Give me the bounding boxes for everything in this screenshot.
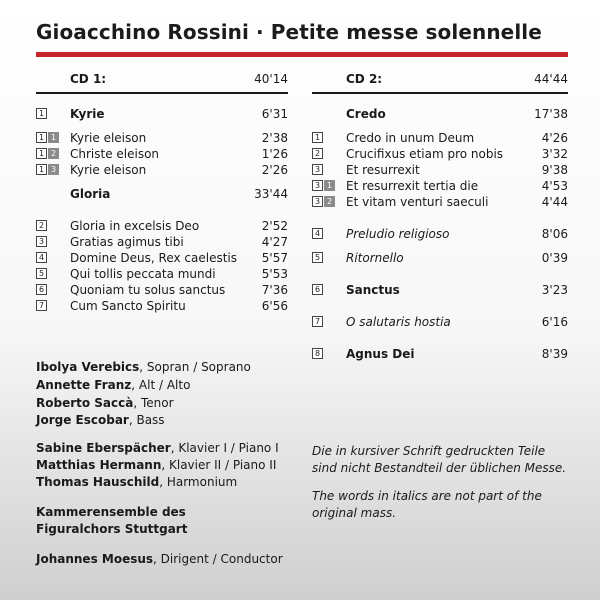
- track-number-badge: [312, 164, 324, 175]
- track-number: 6: [36, 284, 47, 295]
- track-number-badge: [36, 164, 60, 175]
- track-time: 4'26: [541, 131, 568, 145]
- track-row: [36, 106, 288, 122]
- track-row: [312, 178, 568, 194]
- performer-name: Jorge Escobar: [36, 413, 129, 427]
- track-number: 3: [312, 164, 323, 175]
- track-time: 4'44: [541, 195, 568, 209]
- performer-line: [36, 395, 174, 412]
- performer-role: , Dirigent / Conductor: [153, 552, 283, 566]
- track-row: [36, 298, 288, 314]
- cd1-header-rule: [36, 92, 288, 94]
- track-number: 7: [312, 316, 323, 327]
- track-title: Kyrie eleison: [70, 131, 147, 145]
- cd1-column: [36, 72, 288, 313]
- track-row: [312, 162, 568, 178]
- track-number: 8: [312, 348, 323, 359]
- track-number-badge: [36, 252, 48, 263]
- track-number-badge: [312, 348, 324, 359]
- subtrack-number: 1: [324, 180, 335, 191]
- subtrack-number: 2: [324, 196, 335, 207]
- track-title: Agnus Dei: [346, 347, 415, 361]
- track-number-badge: [312, 228, 324, 239]
- track-title: Preludio religioso: [346, 227, 450, 241]
- track-time: 7'36: [261, 283, 288, 297]
- track-row: [312, 106, 568, 122]
- track-row: [312, 346, 568, 362]
- performer-role: , Klavier I / Piano I: [170, 441, 279, 455]
- performer-name: Matthias Hermann: [36, 458, 162, 472]
- track-number: 1: [312, 132, 323, 143]
- track-time: 5'53: [261, 267, 288, 281]
- track-row: [312, 314, 568, 330]
- track-row: [312, 250, 568, 266]
- track-number-badge: [36, 268, 48, 279]
- performer-role: , Klavier II / Piano II: [161, 458, 277, 472]
- track-number-badge: [36, 132, 60, 143]
- cd2-header-rule: [312, 92, 568, 94]
- track-number: 3: [36, 236, 47, 247]
- track-number-badge: [312, 252, 324, 263]
- track-title: Et resurrexit: [346, 163, 420, 177]
- performer-name: Annette Franz: [36, 378, 132, 392]
- performer-name: Sabine Eberspächer: [36, 441, 171, 455]
- cd2-total-time: 44'44: [534, 72, 568, 86]
- track-title: O salutaris hostia: [346, 315, 451, 329]
- performer-name: Thomas Hauschild: [36, 475, 160, 489]
- track-title: Ritornello: [346, 251, 404, 265]
- performer-line: [36, 504, 186, 521]
- track-number-badge: [312, 196, 336, 207]
- track-row: [36, 186, 288, 202]
- subtrack-number: 3: [48, 164, 59, 175]
- track-title: Kyrie: [70, 107, 105, 121]
- track-number-badge: [36, 284, 48, 295]
- track-time: 6'16: [541, 315, 568, 329]
- track-time: 6'56: [261, 299, 288, 313]
- performer-role: , Tenor: [133, 396, 174, 410]
- performer-name: Figuralchors Stuttgart: [36, 522, 188, 536]
- performer-line: [36, 440, 279, 457]
- track-number-badge: [36, 220, 48, 231]
- track-number: 7: [36, 300, 47, 311]
- track-number-badge: [36, 300, 48, 311]
- track-title: Crucifixus etiam pro nobis: [346, 147, 504, 161]
- track-number-badge: [312, 284, 324, 295]
- track-number: 2: [312, 148, 323, 159]
- track-number-badge: [312, 148, 324, 159]
- track-row: [312, 130, 568, 146]
- track-title: Quoniam tu solus sanctus: [70, 283, 226, 297]
- track-title: Gloria: [70, 187, 111, 201]
- track-number: 2: [36, 220, 47, 231]
- track-number-badge: [312, 132, 324, 143]
- performer-line: [36, 412, 165, 429]
- track-time: 4'27: [261, 235, 288, 249]
- performer-role: , Harmonium: [159, 475, 238, 489]
- track-number: 1: [36, 132, 47, 143]
- performer-line: [36, 377, 190, 394]
- track-number: 3: [312, 196, 323, 207]
- cd2-label: CD 2:: [346, 72, 383, 86]
- track-row: [36, 234, 288, 250]
- cd1-total-time: 40'14: [254, 72, 288, 86]
- track-time: 3'23: [541, 283, 568, 297]
- performer-role: , Sopran / Soprano: [139, 360, 251, 374]
- track-title: Credo: [346, 107, 386, 121]
- track-time: 8'06: [541, 227, 568, 241]
- track-row: [312, 226, 568, 242]
- track-title: Qui tollis peccata mundi: [70, 267, 216, 281]
- cd1-label: CD 1:: [70, 72, 107, 86]
- performer-name: Roberto Saccà: [36, 396, 134, 410]
- performer-line: [36, 474, 237, 491]
- cd1-header: [36, 72, 288, 88]
- performer-name: Kammerensemble des: [36, 505, 186, 519]
- performer-line: [36, 359, 251, 376]
- track-number-badge: [36, 108, 48, 119]
- track-number: 6: [312, 284, 323, 295]
- track-title: Gloria in excelsis Deo: [70, 219, 200, 233]
- track-number: 5: [36, 268, 47, 279]
- album-title: Gioacchino Rossini · Petite messe solennelle: [36, 20, 542, 44]
- track-time: 1'26: [261, 147, 288, 161]
- track-number: 1: [36, 108, 47, 119]
- track-number-badge: [36, 148, 60, 159]
- track-time: 2'26: [261, 163, 288, 177]
- track-number-badge: [312, 316, 324, 327]
- cd2-header: [312, 72, 568, 88]
- track-row: [36, 250, 288, 266]
- track-title: Credo in unum Deum: [346, 131, 475, 145]
- track-number-badge: [312, 180, 336, 191]
- track-title: Cum Sancto Spiritu: [70, 299, 186, 313]
- track-number-badge: [36, 236, 48, 247]
- track-row: [312, 194, 568, 210]
- performer-role: , Alt / Alto: [131, 378, 191, 392]
- track-number: 4: [312, 228, 323, 239]
- track-time: 4'53: [541, 179, 568, 193]
- track-number: 3: [312, 180, 323, 191]
- track-time: 8'39: [541, 347, 568, 361]
- performer-line: [36, 521, 187, 538]
- cd2-column: [312, 72, 568, 361]
- subtrack-number: 2: [48, 148, 59, 159]
- track-row: [36, 162, 288, 178]
- track-time: 33'44: [254, 187, 288, 201]
- track-time: 6'31: [261, 107, 288, 121]
- title-divider: [36, 52, 568, 57]
- subtrack-number: 1: [48, 132, 59, 143]
- performer-name: Johannes Moesus: [36, 552, 154, 566]
- track-time: 2'38: [261, 131, 288, 145]
- track-row: [36, 282, 288, 298]
- performer-line: [36, 457, 276, 474]
- track-time: 0'39: [541, 251, 568, 265]
- track-row: [36, 130, 288, 146]
- track-time: 17'38: [534, 107, 568, 121]
- track-title: Gratias agimus tibi: [70, 235, 184, 249]
- track-row: [36, 146, 288, 162]
- track-number: 5: [312, 252, 323, 263]
- track-row: [312, 146, 568, 162]
- track-time: 9'38: [541, 163, 568, 177]
- track-time: 5'57: [261, 251, 288, 265]
- note-english: The words in italics are not part of the original mass.: [312, 489, 542, 520]
- track-title: Sanctus: [346, 283, 400, 297]
- track-row: [312, 282, 568, 298]
- track-title: Domine Deus, Rex caelestis: [70, 251, 237, 265]
- track-time: 2'52: [261, 219, 288, 233]
- note-german: Die in kursiver Schrift gedruckten Teile sind nicht Bestandteil der üblichen Messe.: [312, 444, 567, 475]
- track-title: Christe eleison: [70, 147, 160, 161]
- performer-line: [36, 551, 283, 568]
- performer-role: , Bass: [128, 413, 165, 427]
- track-title: Et resurrexit tertia die: [346, 179, 479, 193]
- track-row: [36, 266, 288, 282]
- track-title: Et vitam venturi saeculi: [346, 195, 489, 209]
- track-number: 1: [36, 148, 47, 159]
- track-number: 4: [36, 252, 47, 263]
- track-number: 1: [36, 164, 47, 175]
- track-time: 3'32: [541, 147, 568, 161]
- performer-name: Ibolya Verebics: [36, 360, 140, 374]
- track-title: Kyrie eleison: [70, 163, 147, 177]
- track-row: [36, 218, 288, 234]
